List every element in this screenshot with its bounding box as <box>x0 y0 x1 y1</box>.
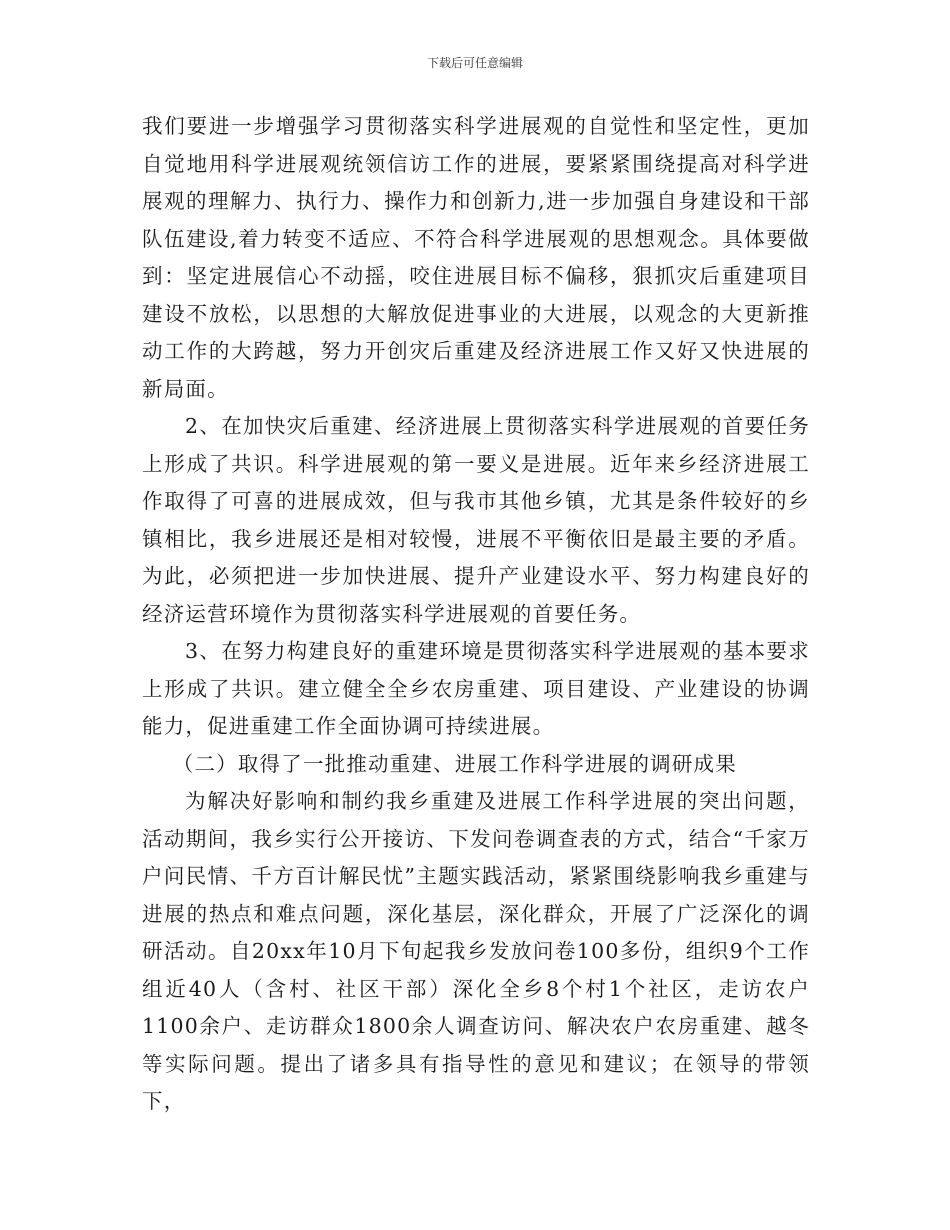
section-heading: （二）取得了一批推动重建、进展工作科学进展的调研成果 <box>172 751 737 776</box>
document-body <box>142 108 810 1121</box>
paragraph-2: 2、在加快灾后重建、经济进展上贯彻落实科学进展观的首要任务上形成了共识。科学进展观的第一要义是进展。近年来乡经济进展工作取得了可喜的进展成效，但与我市其他乡镇，尤其是条件较好的乡镇相比，我乡进展还是相对较慢，进展不平衡依旧是最主要的矛盾。为此，必须把进一步加快进展、提升产业建设水平、努力构建良好的经济运营环境作为贯彻落实科学进展观的首要任务。 <box>142 414 810 626</box>
paragraph-4: 为解决好影响和制约我乡重建及进展工作科学进展的突出问题，活动期间，我乡实行公开接访、下发问卷调查表的方式，结合“千家万户问民情、千方百计解民忧”主题实践活动，紧紧围绕影响我乡重建与进展的热点和难点问题，深化基层，深化群众，开展了广泛深化的调研活动。自20xx年10月下旬起我乡发放问卷100多份，组织9个工作组近40人（含村、社区干部）深化全乡8个村1个社区，走访农户1100余户、走访群众1800余人调查访问、解决农户农房重建、越冬等实际问题。提出了诸多具有指导性的意见和建议；在领导的带领下， <box>142 789 810 1113</box>
page-header-note: 下载后可任意编辑 <box>426 56 523 70</box>
paragraph-1: 我们要进一步增强学习贯彻落实科学进展观的自觉性和坚定性，更加自觉地用科学进展观统领信访工作的进展，要紧紧围绕提高对科学进展观的理解力、执行力、操作力和创新力,进一步加强自身建设和干部队伍建设,着力转变不适应、不符合科学进展观的思想观念。具体要做到：坚定进展信心不动摇，咬住进展目标不偏移，狠抓灾后重建项目建设不放松，以思想的大解放促进事业的大进展，以观念的大更新推动工作的大跨越，努力开创灾后重建及经济进展工作又好又快进展的新局面。 <box>142 114 810 401</box>
paragraph-3: 3、在努力构建良好的重建环境是贯彻落实科学进展观的基本要求上形成了共识。建立健全全乡农房重建、项目建设、产业建设的协调能力，促进重建工作全面协调可持续进展。 <box>142 639 810 738</box>
